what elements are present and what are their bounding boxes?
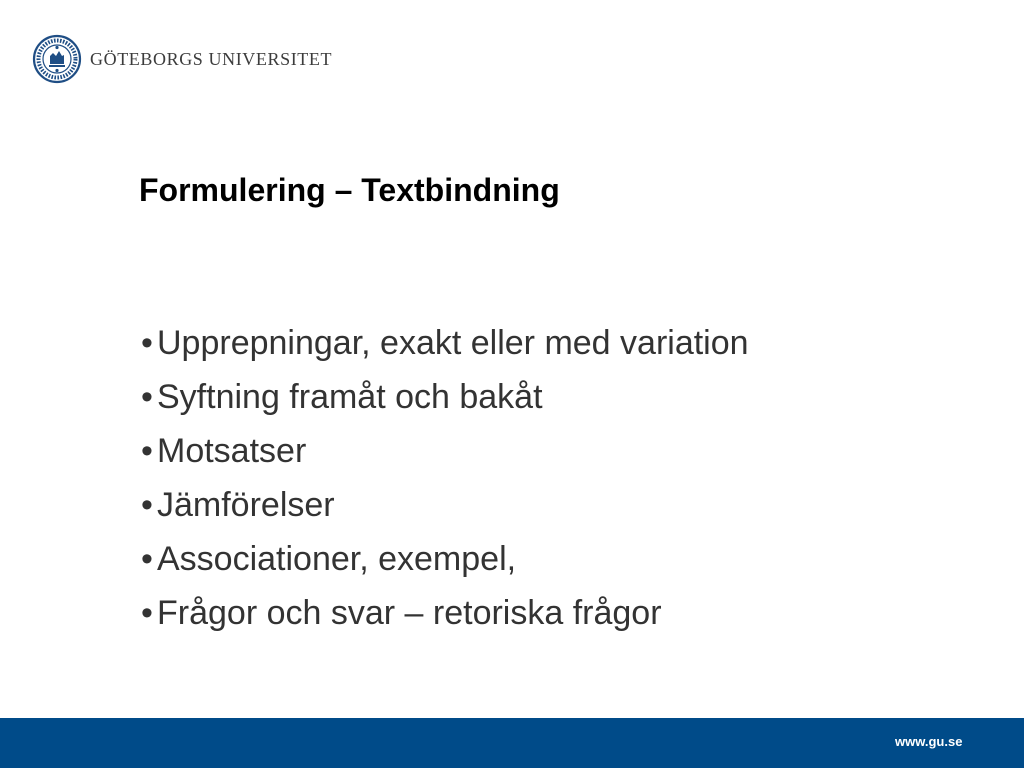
- bullet-list: [141, 316, 749, 640]
- university-name: GÖTEBORGS UNIVERSITET: [90, 48, 333, 69]
- bullet-marker: •: [141, 486, 153, 524]
- bullet-item: [141, 586, 749, 640]
- bullet-marker: •: [141, 324, 153, 362]
- bullet-marker: •: [141, 540, 153, 578]
- university-logo: [32, 34, 332, 84]
- bullet-marker: •: [141, 432, 153, 470]
- bullet-text: Upprepningar, exakt eller med variation: [157, 324, 749, 362]
- bullet-text: Motsatser: [157, 432, 307, 470]
- footer-url-link[interactable]: www.gu.se: [895, 734, 963, 749]
- university-seal-icon: [32, 34, 82, 84]
- bullet-text: Associationer, exempel,: [157, 540, 517, 578]
- bullet-item: [141, 316, 749, 370]
- bullet-item: [141, 424, 749, 478]
- bullet-item: [141, 532, 749, 586]
- bullet-item: [141, 370, 749, 424]
- bullet-marker: •: [141, 594, 153, 632]
- bullet-item: [141, 478, 749, 532]
- bullet-marker: •: [141, 378, 153, 416]
- slide-title: Formulering – Textbindning: [139, 172, 560, 208]
- bullet-text: Frågor och svar – retoriska frågor: [157, 594, 662, 632]
- footer-bar: [0, 718, 1024, 768]
- bullet-text: Jämförelser: [157, 486, 335, 524]
- bullet-text: Syftning framåt och bakåt: [157, 378, 543, 416]
